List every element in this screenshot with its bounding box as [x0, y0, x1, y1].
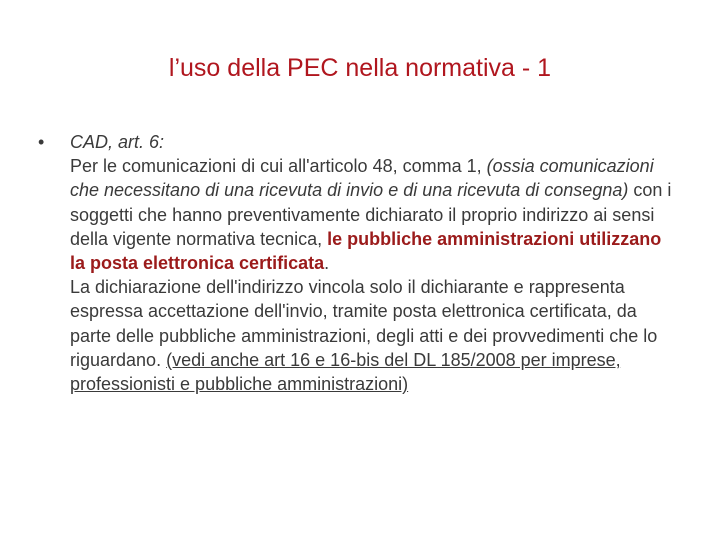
bullet-marker: • — [38, 132, 45, 152]
slide-content — [38, 130, 678, 396]
paragraph-2-reference-link[interactable]: (vedi anche art 16 e 16-bis del DL 185/2008 per imprese, professionisti e pubbliche amministrazioni) — [70, 349, 621, 395]
paragraph-1 — [70, 154, 678, 275]
slide-title: l’uso della PEC nella normativa - 1 — [168, 54, 552, 82]
paragraph-1-text-a: Per le comunicazioni di cui all'articolo 48, comma 1, — [70, 156, 487, 177]
paragraph-1-highlight: le pubbliche amministrazioni utilizzano la posta elettronica certificata — [70, 228, 662, 274]
bullet-label: CAD, art. 6: — [70, 132, 165, 152]
paragraph-1-text-b: con i soggetti che hanno preventivamente dichiarato il proprio indirizzo ai sensi della vigente normativa tecnica, — [70, 180, 672, 249]
paragraph-2-text: La dichiarazione dell'indirizzo vincola solo il dichiarante e rappresenta espressa accettazione dell'invio, tramite posta elettronica certificata, da parte delle pubbliche amministrazioni, degli atti e dei provvedimenti che lo riguardano. — [70, 277, 658, 370]
paragraph-2 — [70, 275, 678, 396]
paragraph-1-italic: (ossia comunicazioni che necessitano di una ricevuta di invio e di una ricevuta di consegna) — [70, 156, 654, 201]
bullet-item — [38, 130, 678, 396]
paragraph-1-end: . — [324, 253, 330, 274]
